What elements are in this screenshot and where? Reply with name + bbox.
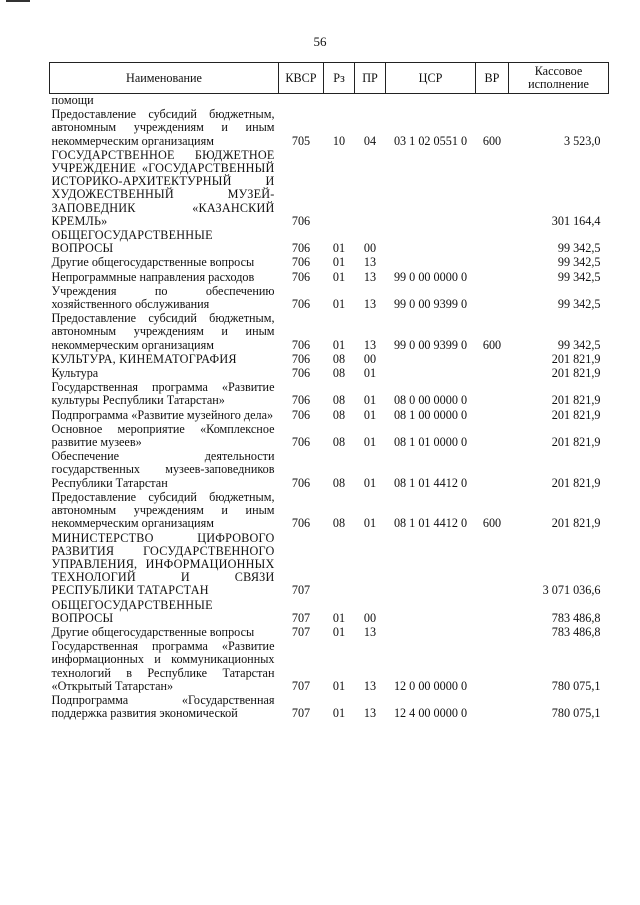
header-pr: ПР (355, 63, 386, 94)
cell-vr (476, 94, 509, 109)
cell-kvsr: 706 (291, 213, 311, 228)
cell-amount: 201 821,9 (551, 351, 601, 366)
cell-vr (476, 256, 509, 270)
cell-csr (386, 256, 476, 270)
cell-pr: 13 (363, 337, 377, 352)
cell-rz: 01 (332, 255, 346, 270)
cell-vr (476, 599, 509, 626)
table-row (50, 149, 609, 229)
header-csr: ЦСР (386, 63, 476, 94)
cell-pr: 01 (363, 475, 377, 490)
cell-name: Другие общегосударственные вопросы (51, 624, 255, 639)
cell-vr (476, 694, 509, 721)
cell-amount: 99 342,5 (557, 255, 601, 270)
cell-name: Обеспечение деятельности государственных музеев-заповедников Республики Татарстан (51, 449, 275, 490)
cell-pr: 01 (363, 366, 377, 381)
cell-pr (355, 532, 386, 599)
cell-rz: 01 (332, 269, 346, 284)
cell-vr (476, 450, 509, 491)
cell-kvsr: 707 (291, 583, 311, 598)
cell-pr: 01 (363, 407, 377, 422)
cell-amount: 201 821,9 (551, 435, 601, 450)
cell-csr (386, 599, 476, 626)
cell-vr (476, 626, 509, 640)
cell-csr (386, 367, 476, 381)
table-row (50, 450, 609, 491)
cell-name: Государственная программа «Развитие культуры Республики Татарстан» (51, 380, 275, 408)
table-body (50, 94, 609, 722)
cell-rz: 08 (332, 366, 346, 381)
cell-amount: 301 164,4 (551, 213, 601, 228)
header-amount: Кассовое исполнение (509, 63, 609, 94)
cell-name: ОБЩЕГОСУДАРСТВЕННЫЕ ВОПРОСЫ (51, 597, 213, 625)
table-row (50, 532, 609, 599)
table-row (50, 256, 609, 270)
cell-amount: 201 821,9 (551, 393, 601, 408)
cell-csr (386, 532, 476, 599)
cell-amount: 780 075,1 (551, 678, 601, 693)
cell-csr: 99 0 00 9399 0 (393, 297, 468, 312)
budget-table (49, 62, 609, 721)
cell-pr: 13 (363, 678, 377, 693)
header-kvsr: КВСР (279, 63, 324, 94)
cell-rz: 01 (332, 297, 346, 312)
cell-csr (386, 229, 476, 256)
cell-kvsr: 707 (291, 706, 311, 721)
table-row (50, 312, 609, 353)
cell-name: Подпрограмма «Государственная поддержка развития экономической (51, 692, 275, 721)
cell-vr: 600 (482, 337, 502, 352)
table-row (50, 353, 609, 367)
cell-csr (386, 626, 476, 640)
cell-rz: 08 (332, 475, 346, 490)
cell-rz: 01 (332, 241, 346, 256)
cell-amount: 99 342,5 (557, 337, 601, 352)
cell-amount: 780 075,1 (551, 706, 601, 721)
cell-name: ОБЩЕГОСУДАРСТВЕННЫЕ ВОПРОСЫ (51, 228, 213, 256)
cell-rz: 08 (332, 393, 346, 408)
table-row (50, 229, 609, 256)
cell-rz: 01 (332, 624, 346, 639)
cell-kvsr: 706 (291, 407, 311, 422)
page-number: 56 (313, 34, 327, 49)
cell-kvsr: 706 (291, 269, 311, 284)
cell-rz: 01 (332, 610, 346, 625)
cell-amount: 3 071 036,6 (542, 583, 601, 598)
cell-csr: 03 1 02 0551 0 (393, 133, 468, 148)
cell-kvsr: 706 (291, 475, 311, 490)
cell-amount: 783 486,8 (551, 624, 601, 639)
cell-kvsr: 706 (291, 393, 311, 408)
table-row (50, 694, 609, 721)
cell-name: Государственная программа «Развитие информационных и коммуникационных технологий в Республике Татарстан «Открытый Татарстан» (51, 639, 275, 693)
table-row (50, 94, 609, 109)
cell-rz (324, 149, 355, 229)
cell-kvsr (279, 94, 324, 109)
cell-vr (476, 532, 509, 599)
cell-name: Подпрограмма «Развитие музейного дела» (51, 407, 274, 422)
cell-vr: 600 (482, 516, 502, 531)
table-row (50, 626, 609, 640)
cell-rz: 01 (332, 678, 346, 693)
cell-rz: 01 (332, 706, 346, 721)
table-row (50, 409, 609, 423)
cell-name: Другие общегосударственные вопросы (51, 255, 255, 270)
cell-csr: 08 0 00 0000 0 (393, 393, 468, 408)
cell-amount: 99 342,5 (557, 269, 601, 284)
cell-name: ГОСУДАРСТВЕННОЕ БЮДЖЕТНОЕ УЧРЕЖДЕНИЕ «ГОСУДАРСТВЕННЫЙ ИСТОРИКО-АРХИТЕКТУРНЫЙ И ХУДОЖЕСТВЕННЫЙ МУЗЕЙ-ЗАПОВЕДНИК «КАЗАНСКИЙ КРЕМЛЬ» (51, 147, 275, 228)
cell-vr: 600 (482, 133, 502, 148)
cell-csr (386, 149, 476, 229)
cell-csr: 12 4 00 0000 0 (393, 706, 468, 721)
cell-csr: 08 1 01 0000 0 (393, 435, 468, 450)
cell-vr (476, 381, 509, 408)
table-header-row (50, 63, 609, 94)
cell-rz: 08 (332, 407, 346, 422)
cell-amount: 3 523,0 (563, 133, 601, 148)
cell-name: Основное мероприятие «Комплексное развитие музеев» (51, 421, 275, 450)
cell-name: Непрограммные направления расходов (51, 269, 255, 284)
cell-kvsr: 705 (291, 133, 311, 148)
cell-name: Учреждения по обеспечению хозяйственного обслуживания (51, 283, 275, 312)
cell-kvsr: 706 (291, 297, 311, 312)
table-row (50, 271, 609, 285)
cell-amount: 99 342,5 (557, 241, 601, 256)
cell-rz: 08 (332, 516, 346, 531)
cell-pr: 00 (363, 610, 377, 625)
cell-pr (355, 149, 386, 229)
cell-kvsr: 706 (291, 241, 311, 256)
cell-amount: 201 821,9 (551, 366, 601, 381)
cell-kvsr: 706 (291, 516, 311, 531)
cell-pr: 01 (363, 435, 377, 450)
scan-mark (6, 0, 30, 5)
table-row (50, 423, 609, 450)
cell-kvsr: 706 (291, 366, 311, 381)
cell-pr (355, 94, 386, 109)
cell-vr (476, 423, 509, 450)
cell-rz: 08 (332, 351, 346, 366)
table-row (50, 640, 609, 694)
cell-csr: 12 0 00 0000 0 (393, 678, 468, 693)
cell-pr: 13 (363, 255, 377, 270)
cell-kvsr: 706 (291, 255, 311, 270)
cell-kvsr: 707 (291, 624, 311, 639)
cell-name: КУЛЬТУРА, КИНЕМАТОГРАФИЯ (51, 351, 237, 366)
cell-pr: 01 (363, 516, 377, 531)
cell-csr: 08 1 00 0000 0 (393, 407, 468, 422)
cell-csr: 99 0 00 9399 0 (393, 337, 468, 352)
cell-vr (476, 409, 509, 423)
table-row (50, 367, 609, 381)
cell-pr: 13 (363, 297, 377, 312)
cell-vr (476, 353, 509, 367)
cell-rz: 08 (332, 435, 346, 450)
cell-kvsr: 707 (291, 610, 311, 625)
cell-rz: 10 (332, 133, 346, 148)
cell-name: помощи (51, 93, 94, 107)
cell-pr: 00 (363, 351, 377, 366)
header-name: Наименование (50, 63, 279, 94)
cell-pr: 00 (363, 241, 377, 256)
cell-vr (476, 229, 509, 256)
cell-name: Предоставление субсидий бюджетным, автономным учреждениям и иным некоммерческим организациям (51, 107, 275, 148)
cell-pr: 01 (363, 393, 377, 408)
cell-csr: 08 1 01 4412 0 (393, 475, 468, 490)
cell-amount (509, 94, 609, 109)
cell-name: МИНИСТЕРСТВО ЦИФРОВОГО РАЗВИТИЯ ГОСУДАРСТВЕННОГО УПРАВЛЕНИЯ, ИНФОРМАЦИОННЫХ ТЕХНОЛОГИЙ И СВЯЗИ РЕСПУБЛИКИ ТАТАРСТАН (51, 530, 275, 598)
cell-rz (324, 94, 355, 109)
cell-pr: 13 (363, 706, 377, 721)
header-rz: Рз (324, 63, 355, 94)
cell-rz: 01 (332, 337, 346, 352)
cell-vr (476, 640, 509, 694)
cell-csr: 99 0 00 0000 0 (393, 269, 468, 284)
cell-rz (324, 532, 355, 599)
cell-name: Предоставление субсидий бюджетным, автономным учреждениям и иным некоммерческим организациям (51, 311, 275, 352)
cell-vr (476, 367, 509, 381)
table-row (50, 491, 609, 532)
cell-vr (476, 285, 509, 312)
cell-kvsr: 706 (291, 337, 311, 352)
header-vr: ВР (476, 63, 509, 94)
table-row (50, 285, 609, 312)
cell-pr: 13 (363, 269, 377, 284)
cell-vr (476, 271, 509, 285)
cell-kvsr: 706 (291, 435, 311, 450)
cell-amount: 783 486,8 (551, 610, 601, 625)
cell-csr: 08 1 01 4412 0 (393, 516, 468, 531)
cell-amount: 201 821,9 (551, 516, 601, 531)
cell-vr (476, 149, 509, 229)
cell-name: Предоставление субсидий бюджетным, автономным учреждениям и иным некоммерческим организациям (51, 489, 275, 531)
table-row (50, 381, 609, 408)
cell-kvsr: 706 (291, 351, 311, 366)
cell-pr: 13 (363, 624, 377, 639)
cell-csr (386, 94, 476, 109)
table-row (50, 108, 609, 149)
cell-name: Культура (51, 366, 99, 381)
table-row (50, 599, 609, 626)
cell-csr (386, 353, 476, 367)
cell-amount: 99 342,5 (557, 297, 601, 312)
cell-amount: 201 821,9 (551, 475, 601, 490)
cell-amount: 201 821,9 (551, 407, 601, 422)
cell-kvsr: 707 (291, 678, 311, 693)
cell-pr: 04 (363, 133, 377, 148)
